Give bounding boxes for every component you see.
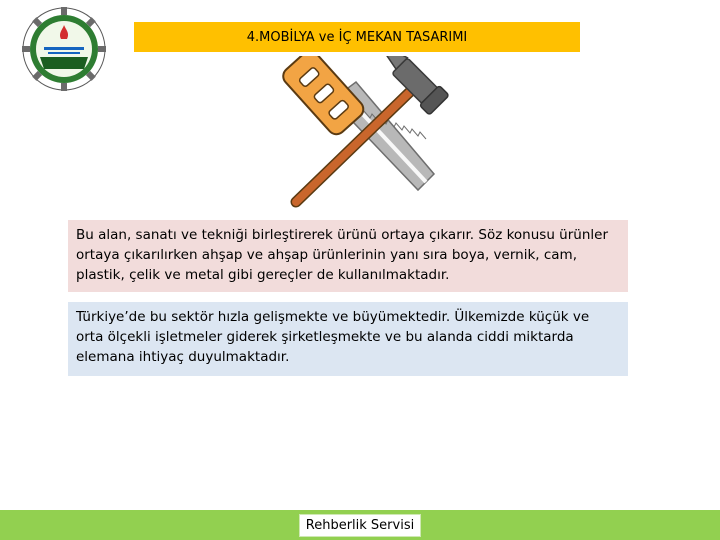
footer-bar <box>0 510 720 540</box>
paragraph-sector: Türkiye’de bu sektör hızla gelişmekte ve büyümektedir. Ülkemizde küçük ve orta ölçekli işletmeler giderek şirketleşmekte ve bu alanda ciddi miktarda elemana ihtiyaç duyulmaktadır. <box>76 309 590 365</box>
description-box <box>68 220 628 292</box>
page-title: 4.MOBİLYA ve İÇ MEKAN TASARIMI <box>246 29 468 45</box>
sector-info-box <box>68 302 628 376</box>
footer-label: Rehberlik Servisi <box>299 514 421 537</box>
school-seal-logo <box>6 6 122 92</box>
paragraph-description: Bu alan, sanatı ve tekniği birleştirerek ürünü ortaya çıkarır. Söz konusu ürünler ortaya çıkarılırken ahşap ve ahşap ürünlerinin yanı sıra boya, vernik, cam, plastik, çelik ve metal gibi gereçler de kullanılmaktadır. <box>76 227 609 283</box>
title-bar <box>134 22 580 52</box>
saw-and-hammer-icon <box>272 56 450 212</box>
